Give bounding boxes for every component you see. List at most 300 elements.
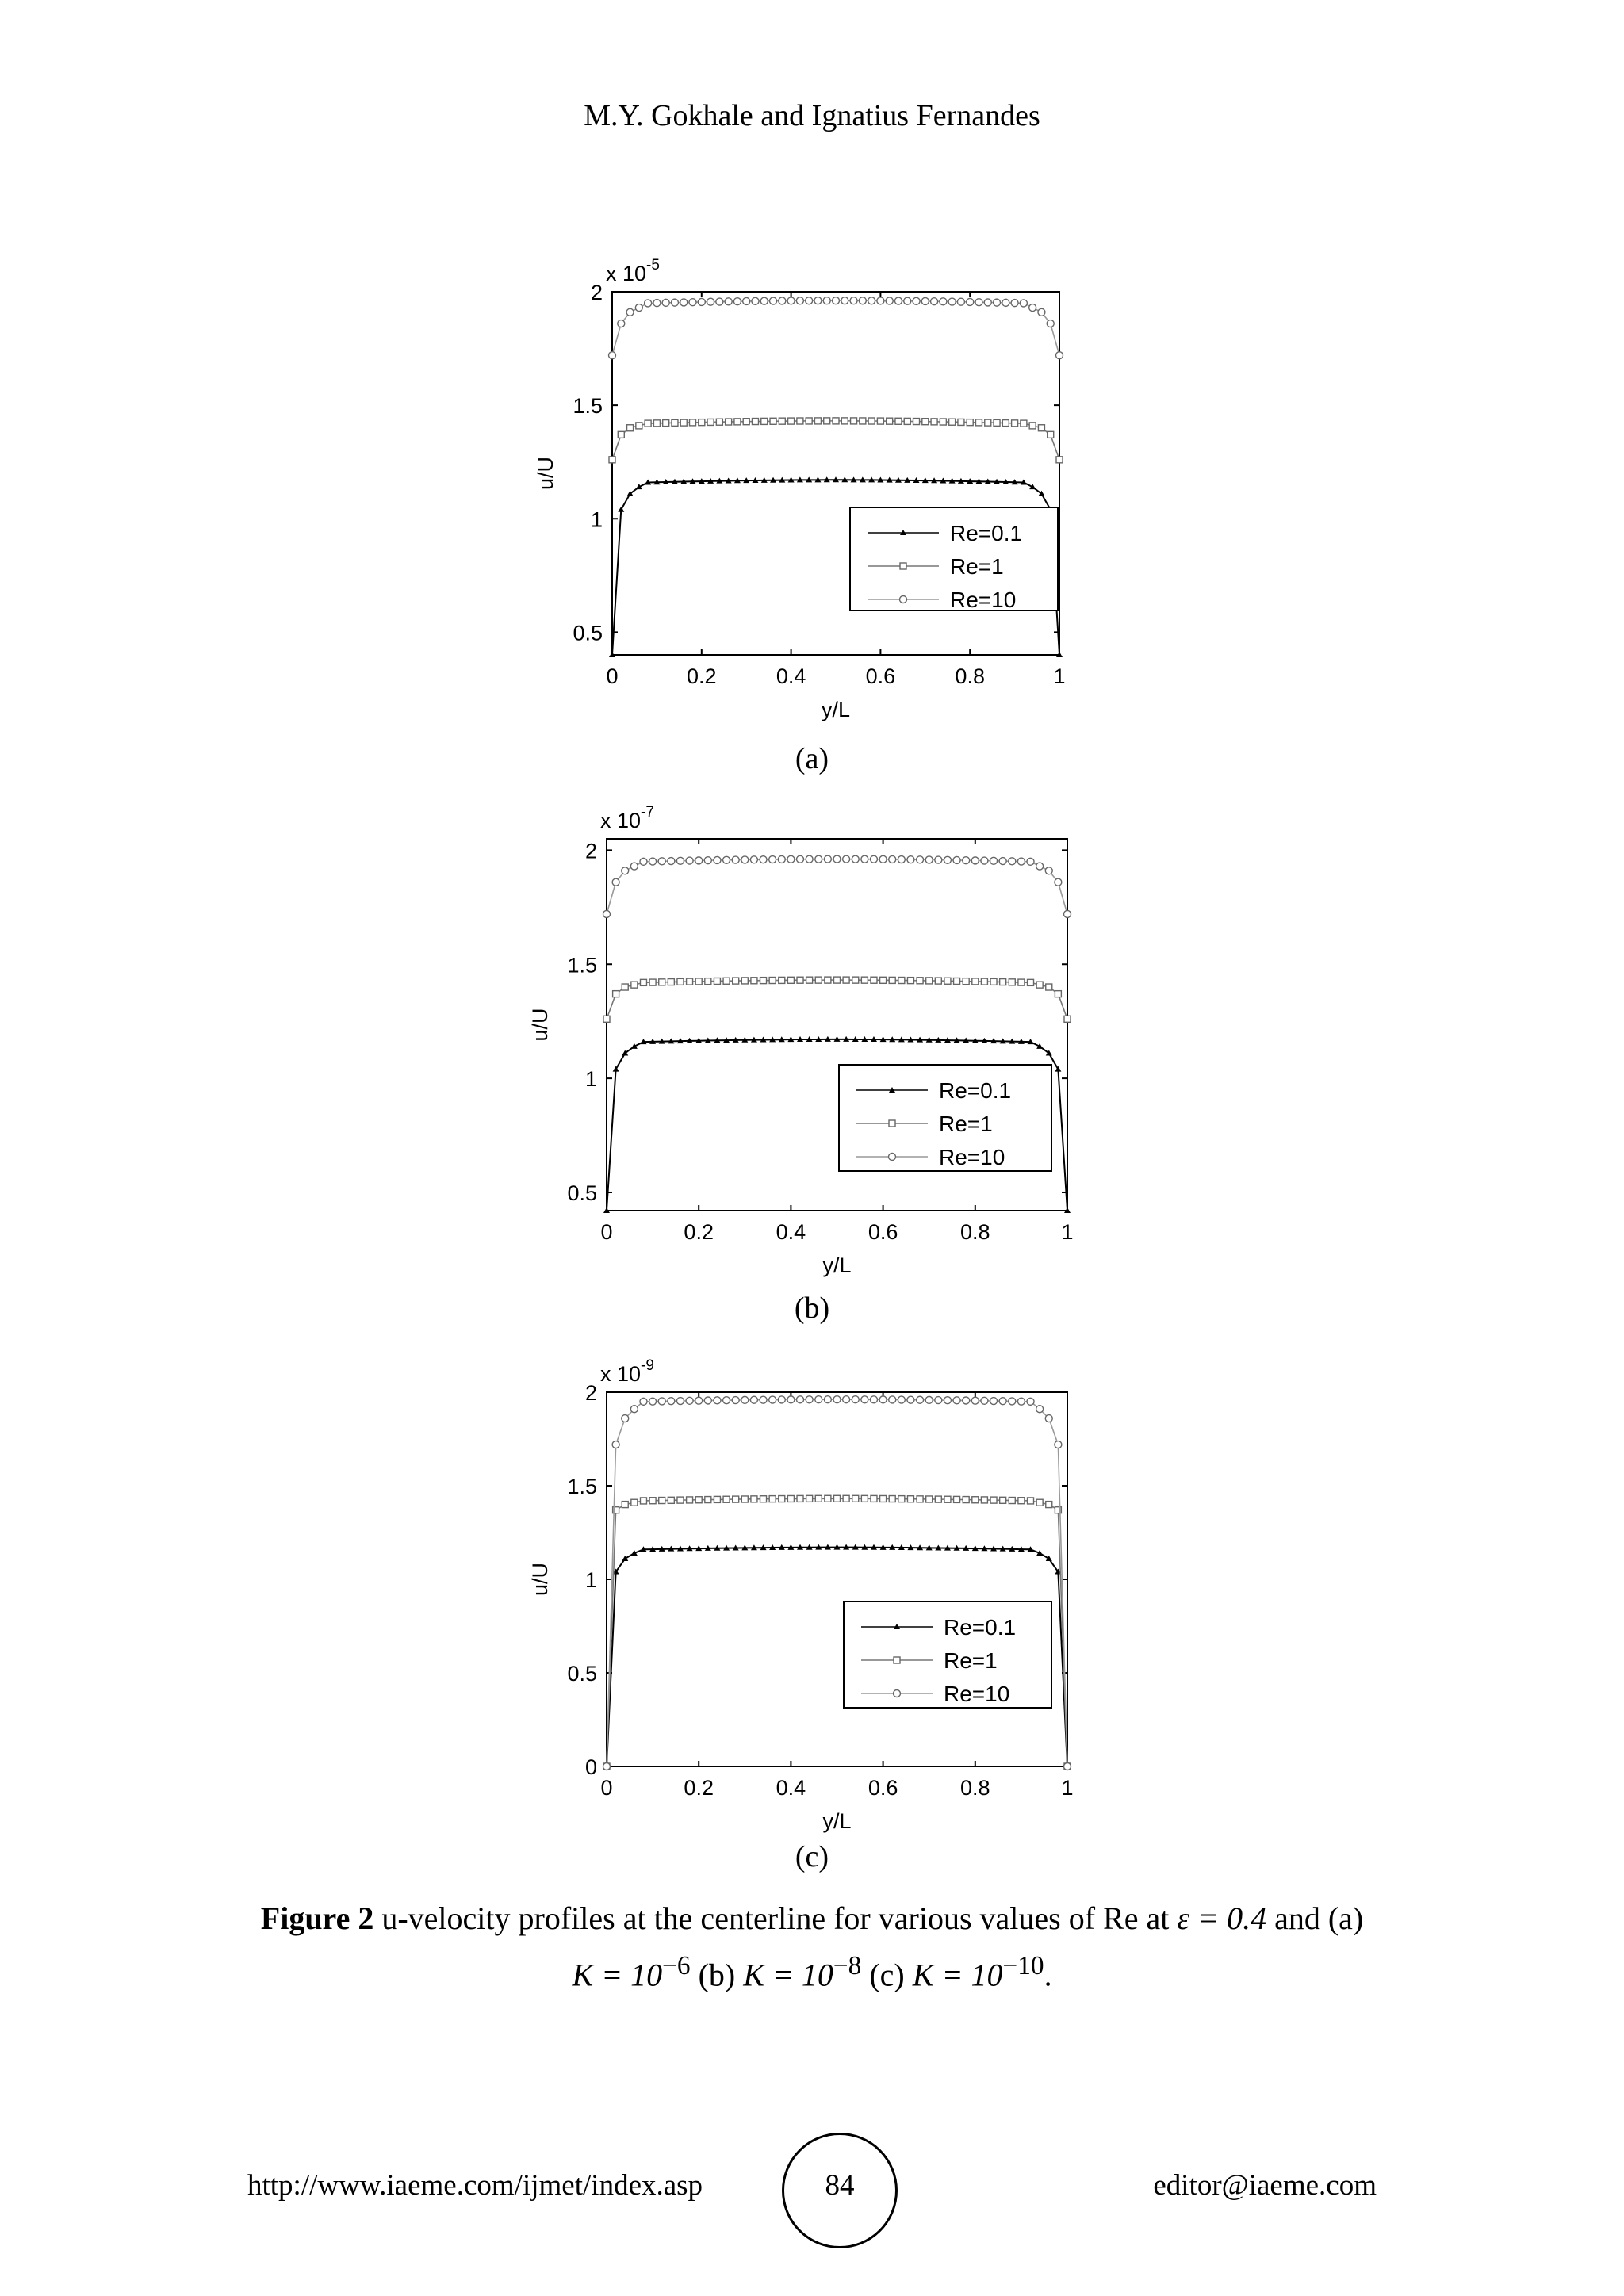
- legend-label: Re=1: [950, 554, 1004, 579]
- data-point-circle: [618, 320, 625, 327]
- data-point-circle: [904, 297, 911, 304]
- panel-label-a: (a): [795, 742, 829, 775]
- data-point-square: [806, 977, 813, 983]
- data-point-circle: [806, 297, 813, 304]
- data-point-square: [751, 1496, 757, 1502]
- data-point-circle: [1017, 858, 1025, 865]
- data-point-circle: [778, 1396, 785, 1403]
- data-point-square: [887, 418, 893, 424]
- data-point-square: [640, 1498, 646, 1504]
- y-axis-label: u/U: [528, 1562, 552, 1597]
- data-point-circle: [1036, 863, 1044, 870]
- data-point-circle: [658, 1398, 665, 1405]
- data-point-triangle: [622, 1556, 628, 1561]
- data-point-circle: [770, 297, 777, 304]
- data-point-circle: [999, 1398, 1006, 1405]
- data-point-square: [825, 1495, 831, 1502]
- data-point-circle: [944, 1397, 951, 1404]
- data-point-square: [779, 977, 785, 983]
- data-point-square: [726, 419, 732, 425]
- caption-c: (c): [869, 1957, 905, 1993]
- axis-exponent-power: -9: [641, 1357, 654, 1374]
- y-tick-label: 2: [584, 839, 597, 863]
- series-line-Re=1: [612, 421, 1059, 460]
- data-point-circle: [668, 1398, 675, 1405]
- data-point-circle: [704, 857, 711, 864]
- data-point-circle: [603, 1763, 611, 1770]
- data-point-square: [716, 419, 722, 425]
- data-point-circle: [695, 1397, 703, 1404]
- data-point-square: [815, 1495, 822, 1502]
- data-point-square: [659, 1498, 665, 1504]
- data-point-square: [695, 1497, 702, 1503]
- data-point-circle: [999, 858, 1006, 865]
- data-point-square: [1048, 431, 1054, 438]
- caption-b: (b): [698, 1957, 736, 1993]
- data-point-circle: [635, 304, 642, 312]
- data-point-circle: [1038, 308, 1045, 316]
- legend-marker-circle: [889, 1154, 896, 1161]
- data-point-circle: [843, 1396, 850, 1403]
- data-point-square: [677, 1497, 684, 1503]
- data-point-circle: [732, 1397, 739, 1404]
- data-point-circle: [935, 1397, 942, 1404]
- data-point-circle: [707, 298, 714, 305]
- data-point-square: [741, 1496, 748, 1502]
- data-point-circle: [852, 855, 859, 863]
- series-line-Re=10: [612, 300, 1059, 355]
- data-point-circle: [944, 856, 951, 863]
- data-point-circle: [975, 299, 982, 306]
- data-point-circle: [841, 297, 848, 304]
- data-point-square: [705, 978, 711, 985]
- data-point-circle: [714, 856, 721, 863]
- data-point-square: [733, 1496, 739, 1502]
- data-point-circle: [698, 298, 705, 305]
- data-point-circle: [898, 1396, 905, 1403]
- data-point-square: [1002, 420, 1009, 427]
- data-point-square: [895, 418, 902, 424]
- legend-label: Re=1: [939, 1112, 993, 1136]
- x-tick-label: 1: [1061, 1776, 1074, 1800]
- data-point-circle: [925, 1396, 933, 1403]
- data-point-circle: [815, 855, 822, 863]
- x-tick-label: 0.4: [776, 664, 806, 688]
- data-point-circle: [1009, 858, 1016, 865]
- data-point-circle: [994, 299, 1001, 306]
- data-point-circle: [925, 856, 933, 863]
- data-point-square: [981, 978, 987, 985]
- data-point-square: [751, 978, 757, 984]
- data-point-square: [743, 419, 749, 425]
- data-point-square: [1036, 982, 1043, 988]
- data-point-square: [917, 978, 923, 984]
- data-point-circle: [612, 1441, 619, 1448]
- data-point-circle: [714, 1397, 721, 1404]
- data-point-circle: [1036, 1406, 1044, 1413]
- data-point-square: [975, 419, 982, 426]
- data-point-square: [631, 1499, 638, 1506]
- data-point-circle: [917, 1396, 924, 1403]
- data-point-square: [645, 420, 651, 427]
- data-point-square: [690, 419, 696, 426]
- data-point-circle: [931, 298, 938, 305]
- data-point-square: [603, 1016, 610, 1022]
- data-point-square: [1018, 1498, 1025, 1504]
- data-point-circle: [626, 308, 634, 316]
- data-point-square: [672, 419, 678, 426]
- data-point-square: [663, 420, 669, 427]
- data-point-square: [1055, 991, 1061, 997]
- y-axis-label: u/U: [528, 1008, 552, 1042]
- data-point-circle: [787, 1396, 795, 1403]
- data-point-square: [898, 978, 905, 984]
- legend-label: Re=10: [944, 1682, 1010, 1706]
- data-point-square: [940, 419, 946, 425]
- data-point-circle: [787, 297, 795, 304]
- y-tick-label: 1.5: [567, 953, 597, 978]
- data-point-circle: [716, 298, 723, 305]
- data-point-circle: [886, 297, 893, 304]
- data-point-circle: [787, 855, 795, 863]
- x-tick-label: 0: [600, 1776, 613, 1800]
- data-point-square: [733, 978, 739, 984]
- data-point-circle: [850, 297, 857, 304]
- data-point-square: [841, 418, 848, 424]
- data-point-square: [922, 419, 929, 425]
- data-point-circle: [695, 857, 703, 864]
- data-point-circle: [750, 856, 757, 863]
- data-point-circle: [769, 1396, 776, 1403]
- data-point-square: [1046, 1502, 1052, 1508]
- data-point-square: [618, 431, 624, 438]
- data-point-square: [898, 1496, 905, 1502]
- x-tick-label: 0: [606, 664, 619, 688]
- data-point-square: [814, 418, 821, 424]
- caption-epsilon: ε = 0.4: [1177, 1900, 1267, 1936]
- data-point-square: [889, 977, 895, 983]
- data-point-square: [843, 1495, 849, 1502]
- data-point-square: [907, 978, 914, 984]
- y-tick-label: 2: [584, 1381, 597, 1405]
- data-point-square: [852, 1495, 859, 1502]
- data-point-circle: [653, 300, 661, 307]
- data-point-square: [687, 1497, 693, 1503]
- y-tick-label: 0: [584, 1755, 597, 1779]
- data-point-circle: [907, 856, 914, 863]
- data-point-square: [760, 1496, 767, 1502]
- data-point-square: [963, 1497, 969, 1503]
- data-point-circle: [1064, 910, 1071, 917]
- data-point-circle: [760, 1396, 767, 1403]
- data-point-square: [877, 418, 883, 424]
- data-point-square: [914, 419, 920, 425]
- legend-label: Re=0.1: [939, 1078, 1012, 1103]
- data-point-square: [944, 1496, 951, 1502]
- data-point-circle: [1002, 299, 1009, 306]
- data-point-circle: [1017, 1398, 1025, 1405]
- data-point-circle: [750, 1396, 757, 1403]
- data-point-square: [1056, 457, 1063, 463]
- y-tick-label: 1: [584, 1568, 597, 1592]
- data-point-circle: [741, 856, 749, 863]
- data-point-circle: [990, 1398, 998, 1405]
- data-point-square: [958, 419, 964, 425]
- data-point-square: [760, 978, 767, 984]
- caption-text: u-velocity profiles at the centerline for various values of Re at: [381, 1900, 1170, 1936]
- data-point-square: [668, 1497, 674, 1503]
- data-point-square: [880, 977, 887, 983]
- data-point-square: [769, 1496, 776, 1502]
- data-point-square: [926, 978, 933, 984]
- data-point-square: [714, 1496, 720, 1502]
- data-point-square: [723, 978, 730, 984]
- data-point-circle: [796, 297, 803, 304]
- axis-exponent-power: -7: [641, 804, 654, 821]
- data-point-square: [770, 418, 776, 424]
- data-point-circle: [676, 1398, 684, 1405]
- data-point-circle: [963, 857, 970, 864]
- x-tick-label: 0.8: [955, 664, 985, 688]
- caption-end: .: [1044, 1957, 1052, 1993]
- data-point-circle: [981, 1397, 988, 1404]
- x-tick-label: 0.6: [865, 664, 896, 688]
- caption-k-a-exp: −6: [662, 1951, 691, 1980]
- x-tick-label: 0.4: [776, 1776, 806, 1800]
- data-point-circle: [686, 1397, 693, 1404]
- data-point-square: [981, 1497, 987, 1503]
- data-point-circle: [630, 863, 638, 870]
- data-point-square: [1009, 1498, 1015, 1504]
- data-point-circle: [852, 1396, 859, 1403]
- y-tick-label: 1: [590, 507, 603, 532]
- footer-url[interactable]: http://www.iaeme.com/ijmet/index.asp: [247, 2169, 703, 2202]
- data-point-square: [680, 419, 687, 426]
- x-tick-label: 0.8: [960, 1220, 990, 1244]
- axis-exponent-power: -5: [646, 257, 660, 274]
- caption-and: and (a): [1274, 1900, 1364, 1936]
- data-point-circle: [935, 856, 942, 863]
- data-point-square: [907, 1496, 914, 1502]
- panel-label-b: (b): [794, 1292, 830, 1325]
- data-point-circle: [741, 1396, 749, 1403]
- data-point-square: [695, 978, 702, 985]
- caption-k-b-exp: −8: [833, 1951, 862, 1980]
- data-point-square: [609, 457, 615, 463]
- plot-frame: [607, 1392, 1067, 1766]
- data-point-square: [843, 977, 849, 983]
- x-axis-label: y/L: [822, 1253, 852, 1277]
- data-point-circle: [1009, 1398, 1016, 1405]
- x-tick-label: 0.2: [687, 664, 717, 688]
- data-point-circle: [779, 297, 786, 304]
- data-point-circle: [640, 858, 647, 865]
- data-point-square: [797, 418, 803, 424]
- data-point-circle: [676, 857, 684, 864]
- data-point-square: [1012, 420, 1018, 427]
- x-tick-label: 0.4: [776, 1220, 806, 1244]
- data-point-circle: [967, 298, 974, 305]
- data-point-circle: [907, 1396, 914, 1403]
- x-tick-label: 1: [1053, 664, 1066, 688]
- data-point-square: [699, 419, 705, 426]
- data-point-circle: [658, 858, 665, 865]
- data-point-square: [963, 978, 969, 985]
- y-tick-label: 0.5: [567, 1662, 597, 1686]
- panel-label-c: (c): [795, 1840, 829, 1873]
- data-point-square: [622, 1502, 628, 1508]
- data-point-square: [797, 977, 803, 983]
- data-point-square: [985, 419, 991, 426]
- y-tick-label: 1.5: [567, 1475, 597, 1498]
- x-tick-label: 0: [600, 1220, 613, 1244]
- data-point-square: [954, 978, 960, 984]
- data-point-circle: [1029, 304, 1036, 312]
- x-tick-label: 0.2: [684, 1776, 714, 1800]
- data-point-square: [871, 1495, 877, 1502]
- data-point-square: [851, 418, 857, 424]
- data-point-square: [714, 978, 720, 984]
- data-point-circle: [823, 297, 830, 304]
- data-point-circle: [1045, 1415, 1052, 1422]
- data-point-circle: [1056, 352, 1063, 359]
- data-point-square: [806, 418, 812, 424]
- data-point-square: [631, 982, 638, 988]
- legend-label: Re=0.1: [944, 1615, 1017, 1640]
- data-point-square: [649, 1498, 656, 1504]
- data-point-square: [990, 1497, 997, 1503]
- figure-caption: [238, 1895, 1386, 1999]
- data-point-circle: [732, 856, 739, 863]
- data-point-square: [889, 1496, 895, 1502]
- chart-panel-c: [0, 1336, 1624, 1833]
- axis-exponent-label: x $10^{-7}$: [600, 804, 654, 832]
- y-axis-label: u/U: [534, 456, 557, 491]
- data-point-circle: [957, 298, 964, 305]
- data-point-circle: [913, 297, 920, 304]
- data-point-circle: [953, 1397, 960, 1404]
- data-point-square: [687, 978, 693, 985]
- page-number: 84: [825, 2169, 855, 2202]
- data-point-circle: [1027, 858, 1034, 865]
- data-point-circle: [843, 855, 850, 863]
- data-point-circle: [981, 857, 988, 864]
- data-point-circle: [963, 1397, 970, 1404]
- x-tick-label: 1: [1061, 1220, 1074, 1244]
- data-point-circle: [917, 856, 924, 863]
- legend-label: Re=10: [939, 1145, 1005, 1169]
- legend-label: Re=1: [944, 1648, 998, 1673]
- data-point-circle: [609, 352, 616, 359]
- data-point-circle: [797, 855, 804, 863]
- caption-label: Figure 2: [260, 1900, 374, 1936]
- legend-label: Re=0.1: [950, 521, 1023, 545]
- x-axis-label: y/L: [822, 1809, 852, 1833]
- data-point-square: [653, 420, 660, 427]
- data-point-circle: [940, 298, 947, 305]
- data-point-circle: [733, 298, 741, 305]
- footer-email[interactable]: editor@iaeme.com: [1153, 2169, 1377, 2202]
- data-point-square: [779, 418, 785, 424]
- data-point-circle: [622, 1415, 629, 1422]
- series-line-Re=10: [607, 1399, 1067, 1766]
- chart-panel-a: [0, 238, 1624, 729]
- data-point-circle: [612, 878, 619, 886]
- data-point-circle: [645, 300, 652, 307]
- data-point-square: [917, 1496, 923, 1502]
- data-point-circle: [971, 857, 979, 864]
- data-point-square: [1009, 979, 1015, 985]
- data-point-circle: [778, 855, 785, 863]
- y-tick-label: 0.5: [567, 1181, 597, 1205]
- data-point-square: [825, 977, 831, 983]
- data-point-square: [1021, 420, 1027, 427]
- data-point-circle: [1047, 320, 1054, 327]
- data-point-square: [990, 978, 997, 985]
- y-tick-label: 2: [590, 281, 603, 304]
- data-point-square: [769, 978, 776, 984]
- data-point-square: [707, 419, 714, 425]
- data-point-square: [972, 978, 979, 985]
- legend-marker-square: [894, 1657, 900, 1663]
- data-point-circle: [868, 297, 875, 304]
- data-point-square: [935, 1496, 941, 1502]
- data-point-square: [705, 1497, 711, 1503]
- data-point-square: [972, 1497, 979, 1503]
- data-point-square: [1029, 423, 1036, 429]
- data-point-circle: [990, 857, 998, 864]
- legend-marker-circle: [900, 596, 907, 603]
- data-point-circle: [723, 856, 730, 863]
- data-point-circle: [814, 297, 822, 304]
- series-line-Re=1: [607, 980, 1067, 1019]
- data-point-circle: [815, 1396, 822, 1403]
- data-point-square: [1018, 979, 1025, 985]
- data-point-square: [880, 1495, 887, 1502]
- data-point-square: [613, 991, 619, 997]
- legend-marker-circle: [894, 1690, 901, 1697]
- caption-k-c: K = 10: [912, 1957, 1003, 1993]
- data-point-square: [1000, 979, 1006, 985]
- data-point-square: [824, 418, 830, 424]
- data-point-circle: [971, 1397, 979, 1404]
- data-point-square: [752, 419, 758, 425]
- data-point-circle: [760, 297, 768, 304]
- data-point-square: [622, 984, 628, 990]
- data-point-square: [935, 978, 941, 984]
- data-point-circle: [877, 297, 884, 304]
- data-point-square: [860, 418, 866, 424]
- data-point-circle: [859, 297, 866, 304]
- data-point-circle: [870, 1396, 877, 1403]
- data-point-square: [1046, 984, 1052, 990]
- data-point-square: [640, 979, 646, 985]
- data-point-square: [1000, 1497, 1006, 1503]
- data-point-circle: [760, 856, 767, 863]
- running-header: M.Y. Gokhale and Ignatius Fernandes: [584, 99, 1040, 132]
- legend-marker-square: [900, 563, 906, 569]
- data-point-circle: [689, 299, 696, 306]
- data-point-circle: [686, 857, 693, 864]
- data-point-square: [931, 419, 937, 425]
- axis-exponent-label: x $10^{-9}$: [600, 1357, 654, 1386]
- legend-marker-square: [889, 1120, 895, 1127]
- data-point-circle: [630, 1406, 638, 1413]
- data-point-square: [815, 977, 822, 983]
- data-point-square: [677, 978, 684, 985]
- data-point-square: [723, 1496, 730, 1502]
- data-point-square: [852, 977, 859, 983]
